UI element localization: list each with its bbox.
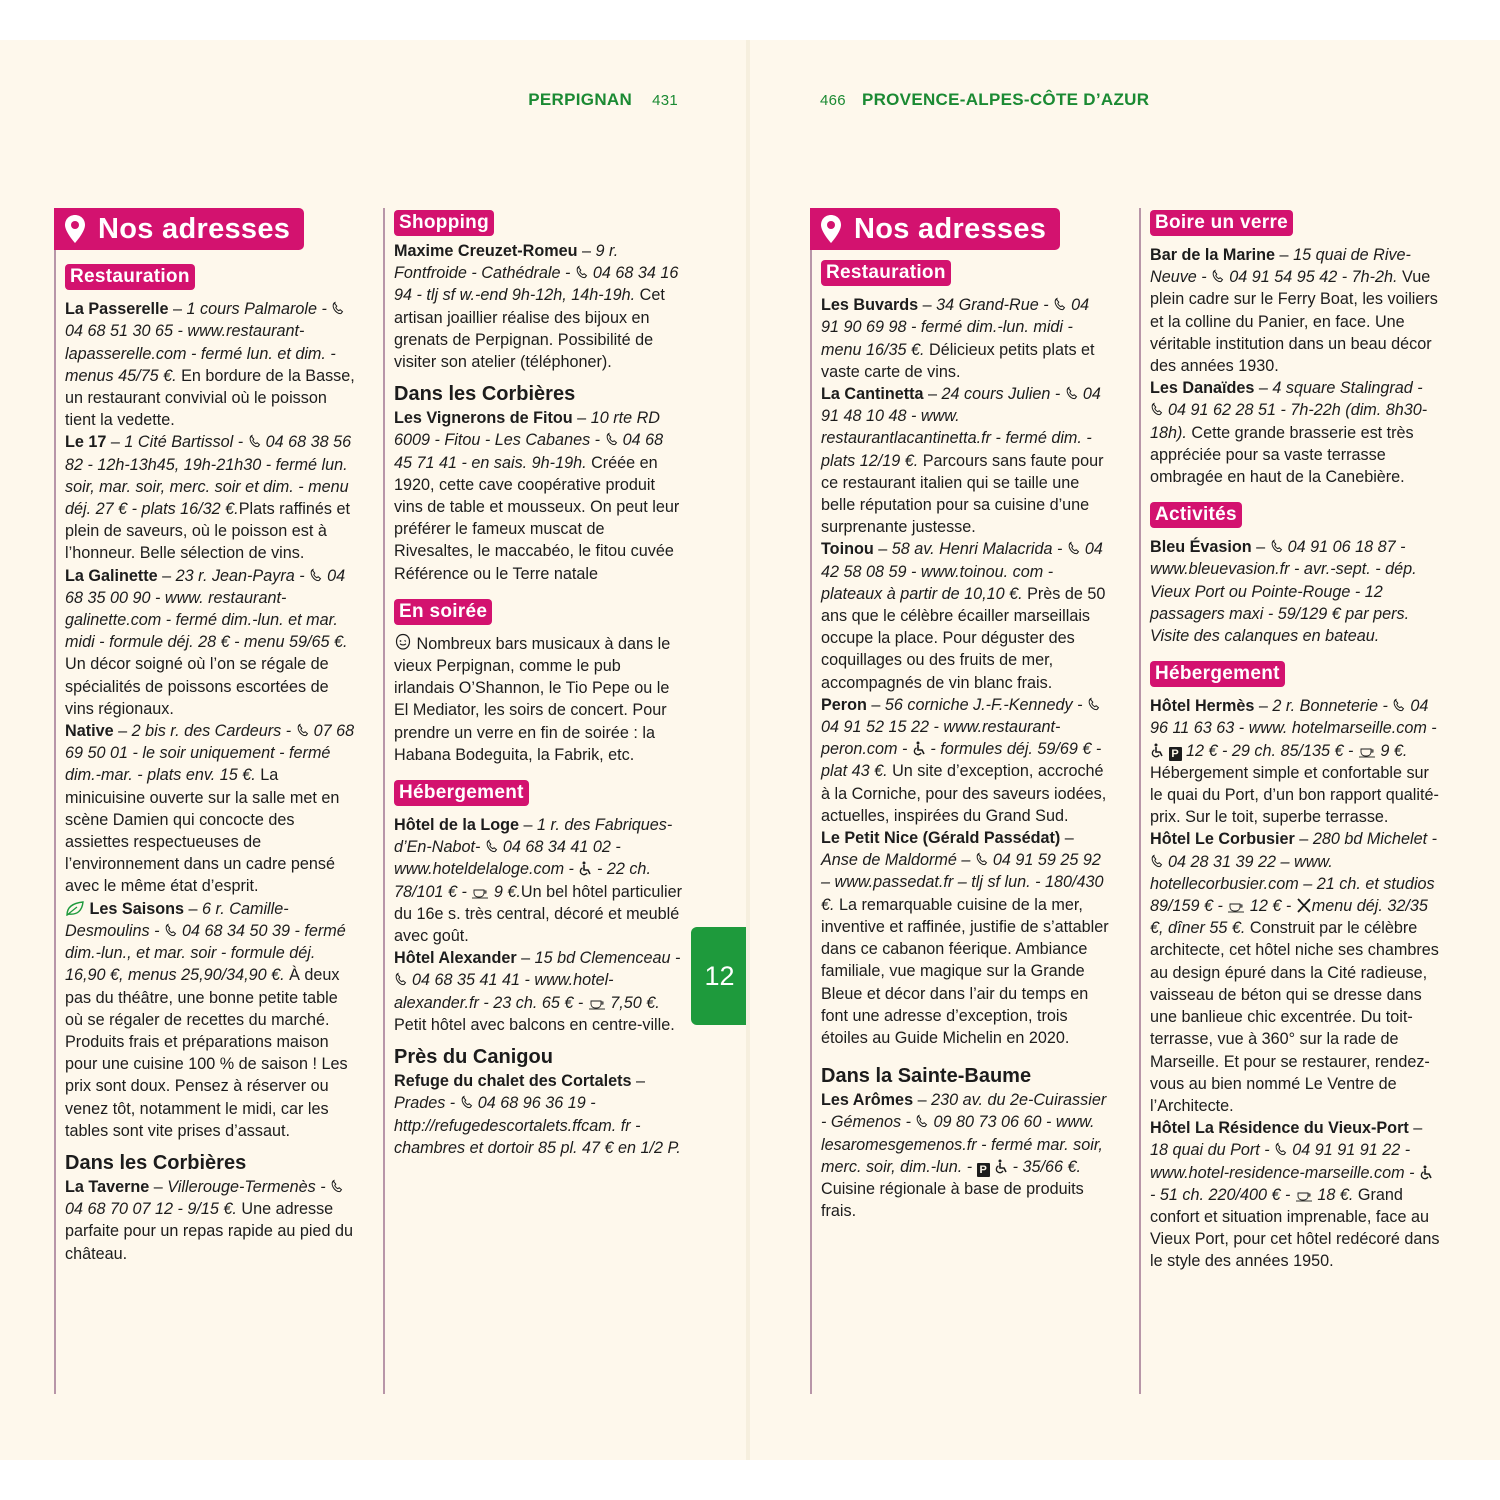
listing-entry: La Taverne – Villerouge-Termenès - 04 68 70 07 12 - 9/15 €. Une adresse parfaite pour un repas rapide au pied du château. [65, 1177, 353, 1263]
category-shopping: Shopping [394, 210, 494, 236]
listing-details: 6 r. Camille-Desmoulins - 04 68 34 50 39 - fermé dim.-lun., et mar. soir - formule déj. 16,90 €, menus 25,90/34,90 €. [65, 899, 346, 985]
listing-description: Près de 50 ans que le célèbre écailler marseillais occupe la place. Pour déguster des coquillages ou des fruits de mer, accompagnés de vin blanc frais. [821, 584, 1106, 692]
running-head-title: PERPIGNAN [528, 90, 633, 109]
listing-name: Native [65, 722, 114, 741]
listing-name: La Galinette [65, 566, 158, 585]
category-restauration: Restauration [65, 264, 195, 290]
subhead-sainte-baume: Dans la Sainte-Baume [821, 1065, 1032, 1088]
phone-icon [248, 434, 262, 448]
listing-entry: Refuge du chalet des Cortalets – Prades - 04 68 96 36 19 - http://refugedescortalets.ffcam. fr - chambres et dortoir 85 pl. 47 € en 1/2 P. [394, 1072, 681, 1157]
column-2 [383, 208, 684, 1394]
running-head-left [528, 90, 678, 110]
listing-description: À deux pas du théâtre, une bonne petite table où se régaler de recettes du marché. Produits frais et préparations maison pour une cuisine 100 % de saison ! Les prix sont doux. Pensez à réserver ou venez tôt, notamment le midi, car les tables sont vite prises d’assaut. [65, 966, 348, 1140]
listing-description: Cet artisan joaillier réalise des bijoux en grenats de Perpignan. Possibilité de visiter son atelier (téléphoner). [394, 286, 665, 372]
listing-entry: Bar de la Marine – 15 quai de Rive-Neuve - 04 91 54 95 42 - 7h-2h. Vue plein cadre sur le Ferry Boat, les voiliers et la colline du Panier, en face. Une véritable institution dans un beau décor des années 1930. [1150, 246, 1438, 376]
phone-icon [1065, 386, 1079, 400]
listing-name: Les Buvards [821, 296, 919, 315]
listing-name: Les Danaïdes [1150, 379, 1255, 398]
phone-icon [1087, 697, 1101, 711]
listing-description: Plats raffinés et plein de saveurs, où le poisson est à l’honneur. Belle sélection de vins. [65, 500, 350, 563]
map-pin-icon [62, 214, 88, 244]
category-hebergement: Hébergement [394, 780, 529, 806]
phone-icon [1270, 539, 1284, 553]
page-number: 466 [820, 92, 846, 109]
book-spread [0, 40, 1500, 1460]
listing-description: Hébergement simple et confortable sur le quai du Port, d’un bon rapport qualité-prix. Sur le toit, superbe terrasse. [1150, 763, 1439, 827]
listing-name: Peron [821, 695, 867, 714]
listing-entry: La Galinette – 23 r. Jean-Payra - 04 68 35 00 90 - www. restaurant-galinette.com - fermé dim.-lun. et mar. midi - formule déj. 28 € - menu 59/65 €. Un décor soigné où l’on se régale de spécialités de poissons escortées de vins régionaux. [65, 566, 348, 718]
listing-entry: Les Saisons – 6 r. Camille-Desmoulins - 04 68 34 50 39 - fermé dim.-lun., et mar. soir - formule déj. 16,90 €, menus 25,90/34,90 €. À deux pas du théâtre, une bonne petite table où se régaler de recettes du marché. Produits frais et préparations maison pour une cuisine 100 % de saison ! Les prix sont doux. Pensez à réserver ou venez tôt, notamment le midi, car les tables sont vite prises d’assaut. [65, 899, 348, 1140]
listing-description: La minicuisine ouverte sur la salle met en scène Damien qui concocte des assiettes respectueuses de l’environnement dans un cadre pensé avec le même état d’esprit. [65, 766, 340, 896]
listing-details: 15 quai de Rive-Neuve - 04 91 54 95 42 - 7h-2h. [1150, 246, 1411, 287]
listing-details: 2 r. Bonneterie - 04 96 11 63 63 - www. hotelmarseille.com - P 12 € - 29 ch. 85/135 € - 9 €. [1150, 697, 1437, 760]
phone-icon [915, 1114, 929, 1128]
listing-description: Vue plein cadre sur le Ferry Boat, les voiliers et la colline du Panier, en face. Une véritable institution dans un beau décor des années 1930. [1150, 268, 1438, 376]
listing-details: 9 r. Fontfroide - Cathédrale - 04 68 34 16 94 - tlj sf w.-end 9h-12h, 14h-19h. [394, 242, 679, 305]
phone-icon [1053, 297, 1067, 311]
phone-icon [1274, 1142, 1288, 1156]
wheelchair-accessible-icon [994, 1159, 1008, 1174]
listing-entry: Peron – 56 corniche J.-F.-Kennedy - 04 91 52 15 22 - www.restaurant-peron.com - - formules déj. 59/69 € - plat 43 €. Un site d’exception, accroché à la Corniche, pour des saveurs iodées, actuelles, inspirées du Grand Sud. [821, 695, 1107, 825]
running-head-right [820, 90, 1149, 110]
listing-name: Les Arômes [821, 1091, 914, 1110]
listing-name: Refuge du chalet des Cortalets [394, 1072, 632, 1091]
listing-entry: Le Petit Nice (Gérald Passédat) – Anse de Maldormé – 04 91 59 25 92 – www.passedat.fr – tlj sf lun. - 180/430 €. La remarquable cuisine de la mer, inventive et raffinée, justifie de s’attabler dans ce cabanon féerique. Ambiance familiale, vue magique sur la Grande Bleue et décor dans l’air du temps en font une adresse d’exception, trois étoiles au Guide Michelin en 2020. [821, 829, 1109, 1047]
column-3 [810, 208, 1111, 1394]
phone-icon [394, 972, 408, 986]
listing-description: Un site d’exception, accroché à la Corniche, pour des saveurs iodées, actuelles, inspirées du Grand Sud. [821, 762, 1107, 825]
listing-details: 18 quai du Port - 04 91 91 91 22 - www.hotel-residence-marseille.com - - 51 ch. 220/400 € - 18 €. [1150, 1141, 1433, 1203]
phone-icon [164, 923, 178, 937]
listing-details: 15 bd Clemenceau - 04 68 35 41 41 - www.hotel-alexander.fr - 23 ch. 65 € - 7,50 €. [394, 949, 681, 1012]
wheelchair-accessible-icon [578, 861, 592, 876]
listing-name: Hôtel de la Loge [394, 816, 520, 835]
phone-icon [1211, 269, 1225, 283]
listing-name: Les Vignerons de Fitou [394, 409, 573, 428]
phone-icon [460, 1095, 474, 1109]
listing-description: Délicieux petits plats et vaste carte de vins. [821, 340, 1095, 381]
listing-description: Un bel hôtel particulier du 16e s. très central, décoré et meublé avec goût. [394, 882, 682, 946]
listing-name: Hôtel Alexander [394, 949, 517, 968]
listing-name: Les Saisons [89, 899, 184, 918]
listing-details: 1 r. des Fabriques-d’En-Nabot- 04 68 34 41 02 - www.hoteldelaloge.com - - 22 ch. 78/101 € - 9 €. [394, 816, 673, 901]
listing-description: Une adresse parfaite pour un repas rapide au pied du château. [65, 1200, 353, 1263]
listing-details: 04 91 06 18 87 - www.bleuevasion.fr - avr.-sept. - dép. Vieux Port ou Pointe-Rouge - 12 passagers maxi - 59/129 € par pers. Visite des calanques en bateau. [1150, 538, 1417, 646]
right-page [750, 40, 1500, 1460]
listing-name: Maxime Creuzet-Romeu [394, 242, 578, 260]
listing-name: Bar de la Marine [1150, 246, 1276, 264]
listing-name: La Passerelle [65, 300, 169, 319]
listing-description: Créée en 1920, cette cave coopérative produit vins de table et mousseux. On peut leur préférer le fameux muscat de Rivesaltes, le maccabéo, le fitou cuvée Référence ou le Terre natale [394, 453, 680, 583]
parking-icon: P [1169, 747, 1182, 761]
listing-description: En bordure de la Basse, un restaurant convivial où le poisson tient la vedette. [65, 366, 355, 430]
phone-icon [1067, 541, 1081, 555]
listing-entry: Les Danaïdes – 4 square Stalingrad - 04 91 62 28 51 - 7h-22h (dim. 8h30-18h). Cette grande brasserie est très appréciée pour sa vaste terrasse ombragée en haut de la Canebière. [1150, 379, 1428, 487]
breakfast-cup-icon [471, 887, 489, 899]
parking-icon: P [977, 1163, 990, 1177]
listing-details: 2 bis r. des Cardeurs - 07 68 69 50 01 - le soir uniquement - fermé dim.-mar. - plats env. 15 €. [65, 722, 355, 785]
breakfast-cup-icon [1358, 746, 1376, 758]
listing-details: Prades - 04 68 96 36 19 - http://refugedescortalets.ffcam. fr - chambres et dortoir 85 pl. 47 € en 1/2 P. [394, 1094, 681, 1157]
listing-entry: Les Arômes – 230 av. du 2e-Cuirassier - Gémenos - 09 80 73 06 60 - www. lesaromesgemenos.fr - fermé mar. soir, merc. soir, dim.-lun. - P - 35/66 €. Cuisine régionale à base de produits frais. [821, 1091, 1107, 1221]
section-header-label: Nos adresses [98, 212, 291, 245]
listing-entry: Hôtel Alexander – 15 bd Clemenceau - 04 68 35 41 41 - www.hotel-alexander.fr - 23 ch. 65 € - 7,50 €. Petit hôtel avec balcons en centre-ville. [394, 949, 681, 1034]
wheelchair-accessible-icon [1150, 743, 1164, 758]
listing-details: 4 square Stalingrad - 04 91 62 28 51 - 7h-22h (dim. 8h30-18h). [1150, 379, 1428, 442]
subhead-corbieres: Dans les Corbières [65, 1151, 247, 1174]
section-header-nos-adresses [810, 208, 1060, 250]
left-page [0, 40, 746, 1460]
smiley-face-icon [394, 633, 412, 651]
listing-details: 56 corniche J.-F.-Kennedy - 04 91 52 15 22 - www.restaurant-peron.com - - formules déj. 59/69 € - plat 43 €. [821, 695, 1102, 781]
phone-icon [296, 723, 310, 737]
listing-entry: Hôtel Hermès – 2 r. Bonneterie - 04 96 11 63 63 - www. hotelmarseille.com - P 12 € - 29 ch. 85/135 € - 9 €. Hébergement simple et confortable sur le quai du Port, d’un bon rapport qualité-prix. Sur le toit, superbe terrasse. [1150, 697, 1439, 827]
listing-entry: Toinou – 58 av. Henri Malacrida - 04 42 58 08 59 - www.toinou. com - plateaux à partir de 10,10 €. Près de 50 ans que le célèbre écailler marseillais occupe la place. Pour déguster des coquillages ou des fruits de mer, accompagnés de vin blanc frais. [821, 540, 1106, 692]
listing-details: Anse de Maldormé – 04 91 59 25 92 – www.passedat.fr – tlj sf lun. - 180/430 €. [821, 851, 1104, 914]
listing-entry: Hôtel Le Corbusier – 280 bd Michelet - 04 28 31 39 22 – www. hotellecorbusier.com – 21 ch. et studios 89/159 € - 12 € - menu déj. 32/35 €, dîner 55 €. Construit par le célèbre architecte, cet hôtel niche ses chambres au design épuré dans la Cité radieuse, vaisseau de béton qui se dresse dans une banlieue chic excentrée. Du toit-terrasse, vue à 360° sur la rade de Marseille. Et pour se restaurer, rendez-vous au bien nommé Le Ventre de l’Architecte. [1150, 830, 1439, 1115]
breakfast-cup-icon [1227, 901, 1245, 913]
phone-icon [575, 265, 589, 279]
listing-details: 10 rte RD 6009 - Fitou - Les Cabanes - 04 68 45 71 41 - en sais. 9h-19h. [394, 409, 664, 472]
listing-name: Hôtel La Résidence du Vieux-Port [1150, 1119, 1409, 1138]
listing-description: Parcours sans faute pour ce restaurant italien qui se taille une belle réputation pour sa cuisine d’une surprenante justesse. [821, 451, 1104, 537]
listing-entry: La Passerelle – 1 cours Palmarole - 04 68 51 30 65 - www.restaurant-lapasserelle.com - fermé lun. et dim. - menus 45/75 €. En bordure de la Basse, un restaurant convivial où le poisson tient la vedette. [65, 300, 355, 430]
category-boire-un-verre: Boire un verre [1150, 210, 1293, 236]
listing-description: La remarquable cuisine de la mer, inventive et raffinée, justifie de s’attabler dans ce cabanon féerique. Ambiance familiale, vue magique sur la Grande Bleue et décor dans l’air du temps en font une adresse d’exception, trois étoiles au Guide Michelin en 2020. [821, 895, 1109, 1047]
section-header-label: Nos adresses [854, 212, 1047, 245]
listing-name: Le 17 [65, 433, 107, 452]
listing-details: 280 bd Michelet - 04 28 31 39 22 – www. hotellecorbusier.com – 21 ch. et studios 89/159 € - 12 € - menu déj. 32/35 €, dîner 55 €. [1150, 830, 1437, 938]
listing-name: La Taverne [65, 1177, 150, 1196]
phone-icon [330, 1179, 344, 1193]
map-pin-icon [818, 214, 844, 244]
listing-description: Grand confort et situation imprenable, face au Vieux Port, pour cet hôtel redécoré dans le style des années 1950. [1150, 1185, 1440, 1271]
listing-name: La Cantinetta [821, 385, 924, 404]
column-1 [54, 208, 355, 1394]
section-header-nos-adresses [54, 208, 304, 250]
listing-entry: La Cantinetta – 24 cours Julien - 04 91 48 10 48 - www. restaurantlacantinetta.fr - fermé dim. - plats 12/19 €. Parcours sans faute pour ce restaurant italien qui se taille une belle réputation pour sa cuisine d’une surprenante justesse. [821, 385, 1104, 537]
listing-name: Bleu Évasion [1150, 538, 1252, 557]
phone-icon [1150, 402, 1164, 416]
listing-details: 230 av. du 2e-Cuirassier - Gémenos - 09 80 73 06 60 - www. lesaromesgemenos.fr - fermé mar. soir, merc. soir, dim.-lun. - P - 35/66 €. [821, 1091, 1107, 1176]
listing-details: Villerouge-Termenès - 04 68 70 07 12 - 9/15 €. [65, 1178, 348, 1218]
category-activites: Activités [1150, 502, 1242, 528]
listing-details: 23 r. Jean-Payra - 04 68 35 00 90 - www. restaurant-galinette.com - fermé dim.-lun. et mar. midi - formule déj. 28 € - menu 59/65 €. [65, 566, 348, 652]
listing-entry: Les Vignerons de Fitou – 10 rte RD 6009 - Fitou - Les Cabanes - 04 68 45 71 41 - en sais. 9h-19h. Créée en 1920, cette cave coopérative produit vins de table et mousseux. On peut leur préférer le fameux muscat de Rivesaltes, le maccabéo, le fitou cuvée Référence ou le Terre natale [394, 409, 680, 583]
listing-entry: Hôtel La Résidence du Vieux-Port –18 quai du Port - 04 91 91 91 22 - www.hotel-residence-marseille.com - - 51 ch. 220/400 € - 18 €. Grand confort et situation imprenable, face au Vieux Port, pour cet hôtel redécoré dans le style des années 1950. [1150, 1119, 1440, 1271]
listing-details: 24 cours Julien - 04 91 48 10 48 - www. restaurantlacantinetta.fr - fermé dim. - plats 12/19 €. [821, 385, 1101, 470]
listing-name: Toinou [821, 540, 874, 559]
listing-entry: Les Buvards – 34 Grand-Rue - 04 91 90 69 98 - fermé dim.-lun. midi - menu 16/35 €. Délicieux petits plats et vaste carte de vins. [821, 296, 1095, 381]
chapter-thumb-tab: 12 [691, 927, 748, 1025]
phone-icon [975, 852, 989, 866]
phone-icon [1392, 698, 1406, 712]
listing-description: Petit hôtel avec balcons en centre-ville. [394, 1015, 675, 1034]
listing-details: 58 av. Henri Malacrida - 04 42 58 08 59 - www.toinou. com - plateaux à partir de 10,10 €. [821, 540, 1103, 603]
wheelchair-accessible-icon [1419, 1165, 1433, 1180]
listing-entry: Bleu Évasion – 04 91 06 18 87 - www.bleuevasion.fr - avr.-sept. - dép. Vieux Port ou Pointe-Rouge - 12 passagers maxi - 59/129 € par pers. Visite des calanques en bateau. [1150, 538, 1417, 646]
eco-leaf-icon [65, 901, 85, 916]
listing-name: Hôtel Hermès [1150, 697, 1255, 716]
listing-entry: Native – 2 bis r. des Cardeurs - 07 68 69 50 01 - le soir uniquement - fermé dim.-mar. - plats env. 15 €. La minicuisine ouverte sur la salle met en scène Damien qui concocte des assiettes respectueuses de l’environnement dans un cadre pensé avec le même état d’esprit. [65, 722, 355, 896]
listing-details: 34 Grand-Rue - 04 91 90 69 98 - fermé dim.-lun. midi - menu 16/35 €. [821, 296, 1090, 359]
phone-icon [605, 432, 619, 446]
category-hebergement: Hébergement [1150, 661, 1285, 687]
running-head-title: PROVENCE-ALPES-CÔTE D’AZUR [861, 90, 1150, 109]
listing-description: Un décor soigné où l’on se régale de spécialités de poissons escortées de vins régionaux. [65, 655, 329, 718]
category-en-soiree: En soirée [394, 599, 492, 625]
cutlery-icon [1296, 898, 1312, 913]
phone-icon [1150, 854, 1164, 868]
breakfast-cup-icon [1295, 1190, 1313, 1202]
breakfast-cup-icon [588, 998, 606, 1010]
listing-name: Hôtel Le Corbusier [1150, 830, 1295, 849]
phone-icon [309, 568, 323, 582]
listing-entry: Maxime Creuzet-Romeu – 9 r. Fontfroide - Cathédrale - 04 68 34 16 94 - tlj sf w.-end 9h-12h, 14h-19h. Cet artisan joaillier réalise des bijoux en grenats de Perpignan. Possibilité de visiter son atelier (téléphoner). [394, 242, 679, 372]
phone-icon [331, 301, 345, 315]
listing-entry: Le 17 – 1 Cité Bartissol - 04 68 38 56 82 - 12h-13h45, 19h-21h30 - fermé lun. soir, mar. soir, merc. soir et dim. - menu déj. 27 € - plats 16/32 €.Plats raffinés et plein de saveurs, où le poisson est à l’honneur. Belle sélection de vins. [65, 433, 352, 563]
category-restauration: Restauration [821, 260, 951, 286]
phone-icon [485, 839, 499, 853]
subhead-canigou: Près du Canigou [394, 1046, 553, 1069]
listing-description: Construit par le célèbre architecte, cet hôtel niche ses chambres au design épuré dans la Cité radieuse, vaisseau de béton qui se dresse dans une banlieue chic excentrée. Du toit-terrasse, vue à 360° sur la rade de Marseille. Et pour se restaurer, rendez-vous au bien nommé Le Ventre de l’Architecte. [1150, 919, 1439, 1115]
listing-description: Cette grande brasserie est très appréciée pour sa vaste terrasse ombragée en haut de la Canebière. [1150, 423, 1414, 487]
listing-description: Cuisine régionale à base de produits frais. [821, 1179, 1084, 1221]
wheelchair-accessible-icon [912, 741, 926, 756]
soiree-text: Nombreux bars musicaux à dans le vieux Perpignan, comme le pub irlandais O’Shannon, le Tio Pepe ou le El Mediator, les soirs de concert. Pour prendre un verre en fin de soirée : la Habana Bodeguita, la Fabrik, etc. [394, 634, 671, 764]
listing-entry: Hôtel de la Loge – 1 r. des Fabriques-d’En-Nabot- 04 68 34 41 02 - www.hoteldelaloge.com - - 22 ch. 78/101 € - 9 €.Un bel hôtel particulier du 16e s. très central, décoré et meublé avec goût. [394, 816, 682, 946]
page-number: 431 [652, 92, 678, 109]
listing-details: 1 Cité Bartissol - 04 68 38 56 82 - 12h-13h45, 19h-21h30 - fermé lun. soir, mar. soir, merc. soir et dim. - menu déj. 27 € - plats 16/32 €. [65, 433, 352, 519]
column-4 [1139, 208, 1440, 1394]
subhead-corbieres: Dans les Corbières [394, 383, 576, 406]
listing-name: Le Petit Nice (Gérald Passédat) [821, 829, 1061, 848]
listing-details: 1 cours Palmarole - 04 68 51 30 65 - www.restaurant-lapasserelle.com - fermé lun. et dim. - menus 45/75 €. [65, 300, 349, 385]
